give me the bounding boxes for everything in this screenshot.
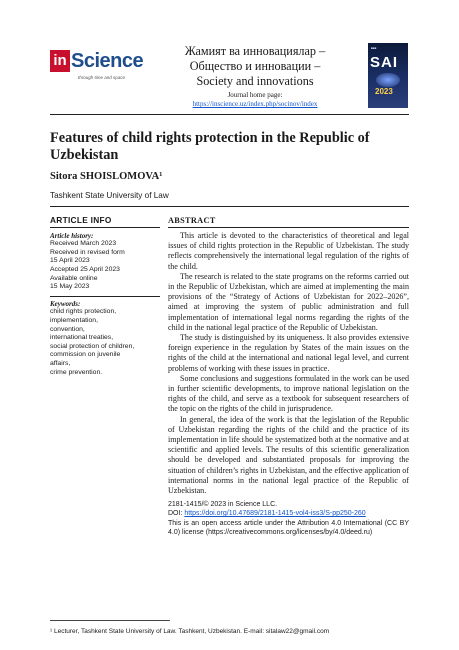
- history-item: Received in revised form: [50, 248, 125, 256]
- abstract-body: [168, 231, 409, 496]
- keyword-item: child rights protection,: [50, 308, 117, 316]
- journal-header: [150, 44, 360, 109]
- keyword-item: social protection of children,: [50, 342, 135, 350]
- history-item: 15 April 2023: [50, 257, 90, 265]
- journal-title-uz: Жамият ва инновациялар –: [184, 44, 326, 58]
- journal-title-ru: Общество и инновации –: [189, 59, 321, 73]
- cover-graphic: [376, 73, 400, 87]
- keyword-item: commission on juvenile: [50, 351, 121, 359]
- keyword-item: affairs,: [50, 359, 71, 367]
- issn-copyright: 2181-1415/© 2023 in Science LLC.: [168, 501, 278, 509]
- history-list: [50, 240, 160, 292]
- abstract-column: [168, 216, 409, 537]
- license-text: This is an open access article under the Attribution 4.0 International (CC BY 4.0) license (https://creativecommons.org/licenses/by/4.0/deed.ru): [168, 519, 409, 536]
- homepage-link[interactable]: https://inscience.uz/index.php/socinov/index: [192, 100, 318, 108]
- homepage-label: Journal home page:: [227, 91, 283, 99]
- header-divider: [50, 114, 409, 115]
- abstract-rule: [168, 227, 409, 228]
- cover-top-strip: ■■■: [371, 46, 377, 50]
- inscience-logo: [50, 50, 144, 80]
- article-author: Sitora SHOISLOMOVA¹: [50, 171, 163, 182]
- article-info-column: [50, 216, 160, 377]
- history-item: 15 May 2023: [50, 283, 90, 291]
- title-divider: [50, 206, 409, 207]
- keywords-list: [50, 308, 160, 377]
- abstract-paragraph: This article is devoted to the characteristics of theoretical and legal issues of child rights protection in the Republic of Uzbekistan. The study reflects comprehensively the international legal regulation of the rights of the child.: [168, 231, 409, 271]
- logo-tagline: through time and space: [78, 75, 126, 80]
- keyword-item: crime prevention.: [50, 368, 103, 376]
- cover-title: SAI: [370, 54, 399, 71]
- history-item: Accepted 25 April 2023: [50, 265, 120, 273]
- abstract-paragraph: In general, the idea of the work is that the legislation of the Republic of Uzbekistan regarding the rights of the child and the practice of its implementation in life should be systematized both at the normative and at scientific and applied levels. The results of this scientific generalization should be developed and substantiated proposals for improving the situation of children’s rights in Uzbekistan, and the effective application of international norms in the national legal practice of the Republic of Uzbekistan.: [168, 414, 409, 496]
- keyword-item: convention,: [50, 325, 85, 333]
- keywords-label: Keywords:: [50, 299, 81, 308]
- author-footnote: ¹ Lecturer, Tashkent State University of Law. Tashkent, Uzbekistan. E-mail: sitalaw22@gmail.com: [50, 628, 330, 635]
- keyword-item: international treaties,: [50, 334, 114, 342]
- abstract-paragraph: The research is related to the state programs on the reforms carried out in the Republic of Uzbekistan, which are aimed at implementing the main provisions of the “Strategy of Actions of Uzbekistan for 2022–2026”, aimed at improving the system of public administration and full implementation of international legal norms regarding the rights of the child in the national legal practice of the Republic of Uzbekistan.: [168, 271, 409, 332]
- cover-year: 2023: [375, 87, 393, 96]
- abstract-heading: ABSTRACT: [168, 216, 216, 225]
- article-info-heading: ARTICLE INFO: [50, 215, 112, 225]
- doi-label: DOI:: [168, 510, 185, 518]
- keywords-rule: [50, 296, 160, 297]
- journal-title-en: Society and innovations: [196, 74, 314, 88]
- author-affiliation: Tashkent State University of Law: [50, 191, 169, 200]
- logo-in-mark: in: [50, 50, 70, 72]
- doi-line: [168, 509, 409, 518]
- history-item: Received March 2023: [50, 240, 117, 248]
- publication-meta: [168, 500, 409, 537]
- doi-link[interactable]: https://doi.org/10.47689/2181-1415-vol4-iss3/S-pp250-260: [184, 510, 366, 518]
- abstract-paragraph: The study is distinguished by its uniqueness. It also provides extensive foreign experience in the regulation by States of the main issues on the rights of the child at the international and national legal level, and current problems of working with these issues in practice.: [168, 333, 409, 373]
- journal-cover-image: [368, 43, 408, 108]
- abstract-paragraph: Some conclusions and suggestions formulated in the work can be used in further scientific developments, to improve national legislation on the rights of the child, and serve as a textbook for subsequent researchers of the topic on the rights of the child in jurisprudence.: [168, 373, 409, 414]
- history-label: Article history:: [50, 231, 94, 240]
- history-item: Available online: [50, 274, 98, 282]
- footnote-rule: [50, 620, 170, 621]
- logo-science-text: Science: [71, 50, 144, 72]
- article-info-rule: [50, 227, 160, 228]
- article-title: Features of child rights protection in the Republic of Uzbekistan: [50, 130, 370, 163]
- keyword-item: implementation,: [50, 316, 98, 324]
